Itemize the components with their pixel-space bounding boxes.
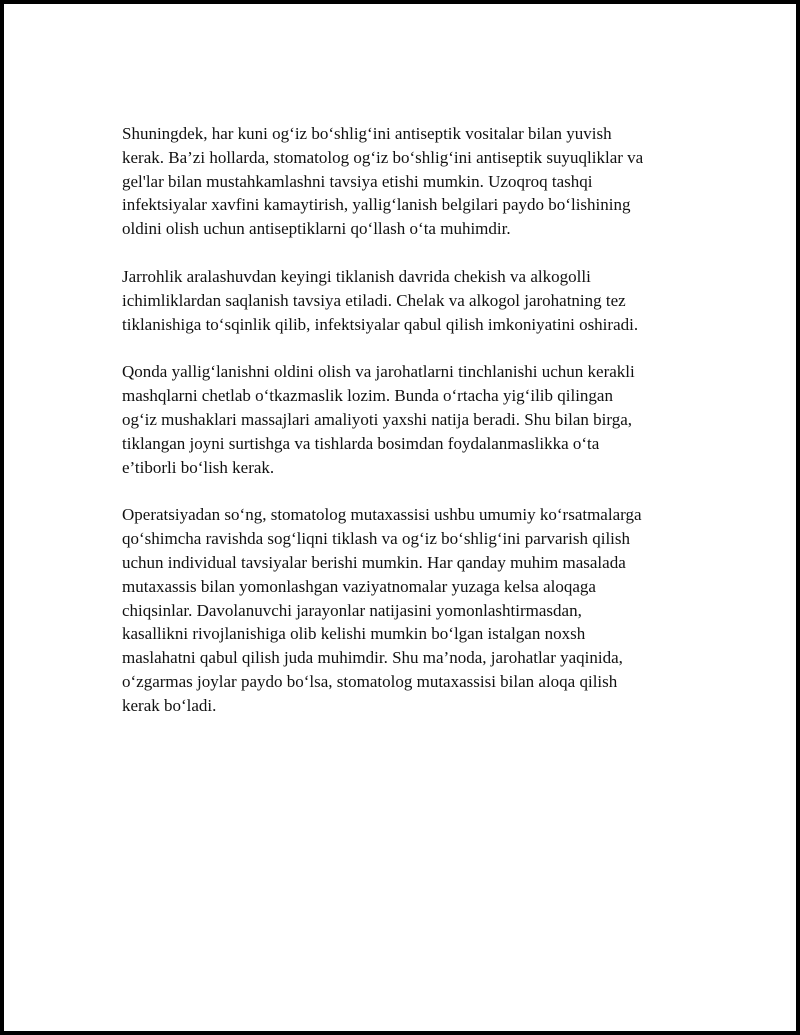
text-line: ichimliklardan saqlanish tavsiya etiladi. Chelak va alkogol jarohatning tez: [122, 290, 626, 310]
paragraph-3: [122, 360, 702, 479]
text-line: mashqlarni chetlab o‘tkazmaslik lozim. Bunda o‘rtacha yig‘ilib qilingan: [122, 386, 613, 406]
text-line: Jarrohlik aralashuvdan keyingi tiklanish davrida chekish va alkogolli: [122, 266, 591, 286]
text-line: gel'lar bilan mustahkamlashni tavsiya etishi mumkin. Uzoqroq tashqi: [122, 171, 593, 191]
paragraph-4: [122, 503, 702, 717]
text-line: oldini olish uchun antiseptiklarni qo‘llash o‘ta muhimdir.: [122, 219, 511, 239]
text-line: mutaxassis bilan yomonlashgan vaziyatnomalar yuzaga kelsa aloqaga: [122, 576, 596, 596]
text-line: kasallikni rivojlanishiga olib kelishi mumkin bo‘lgan istalgan noxsh: [122, 624, 586, 644]
text-line: Qonda yallig‘lanishni oldini olish va jarohatlarni tinchlanishi uchun kerakli: [122, 362, 635, 382]
text-line: Shuningdek, har kuni og‘iz bo‘shlig‘ini antiseptik vositalar bilan yuvish: [122, 124, 612, 143]
text-line: Operatsiyadan so‘ng, stomatolog mutaxassisi ushbu umumiy ko‘rsatmalarga: [122, 505, 642, 525]
text-line: o‘zgarmas joylar paydo bo‘lsa, stomatolog mutaxassisi bilan aloqa qilish: [122, 671, 618, 691]
document-body: [122, 122, 702, 742]
paragraph-2: [122, 265, 702, 336]
text-line: tiklanishiga to‘sqinlik qilib, infektsiyalar qabul qilish imkoniyatini oshiradi.: [122, 314, 639, 334]
text-line: tiklangan joyni surtishga va tishlarda bosimdan foydalanmaslikka o‘ta: [122, 433, 600, 453]
text-line: kerak bo‘ladi.: [122, 695, 217, 715]
paragraph-1: [122, 122, 702, 241]
text-line: e’tiborli bo‘lish kerak.: [122, 457, 275, 477]
text-line: kerak. Ba’zi hollarda, stomatolog og‘iz bo‘shlig‘ini antiseptik suyuqliklar va: [122, 147, 644, 167]
text-line: uchun individual tavsiyalar berishi mumkin. Har qanday muhim masalada: [122, 552, 626, 572]
text-line: maslahatni qabul qilish juda muhimdir. Shu ma’noda, jarohatlar yaqinida,: [122, 648, 623, 668]
text-line: infektsiyalar xavfini kamaytirish, yallig‘lanish belgilari paydo bo‘lishining: [122, 195, 631, 215]
text-line: qo‘shimcha ravishda sog‘liqni tiklash va og‘iz bo‘shlig‘ini parvarish qilish: [122, 529, 631, 549]
text-line: chiqsinlar. Davolanuvchi jarayonlar natijasini yomonlashtirmasdan,: [122, 600, 582, 620]
text-line: og‘iz mushaklari massajlari amaliyoti yaxshi natija beradi. Shu bilan birga,: [122, 409, 633, 429]
